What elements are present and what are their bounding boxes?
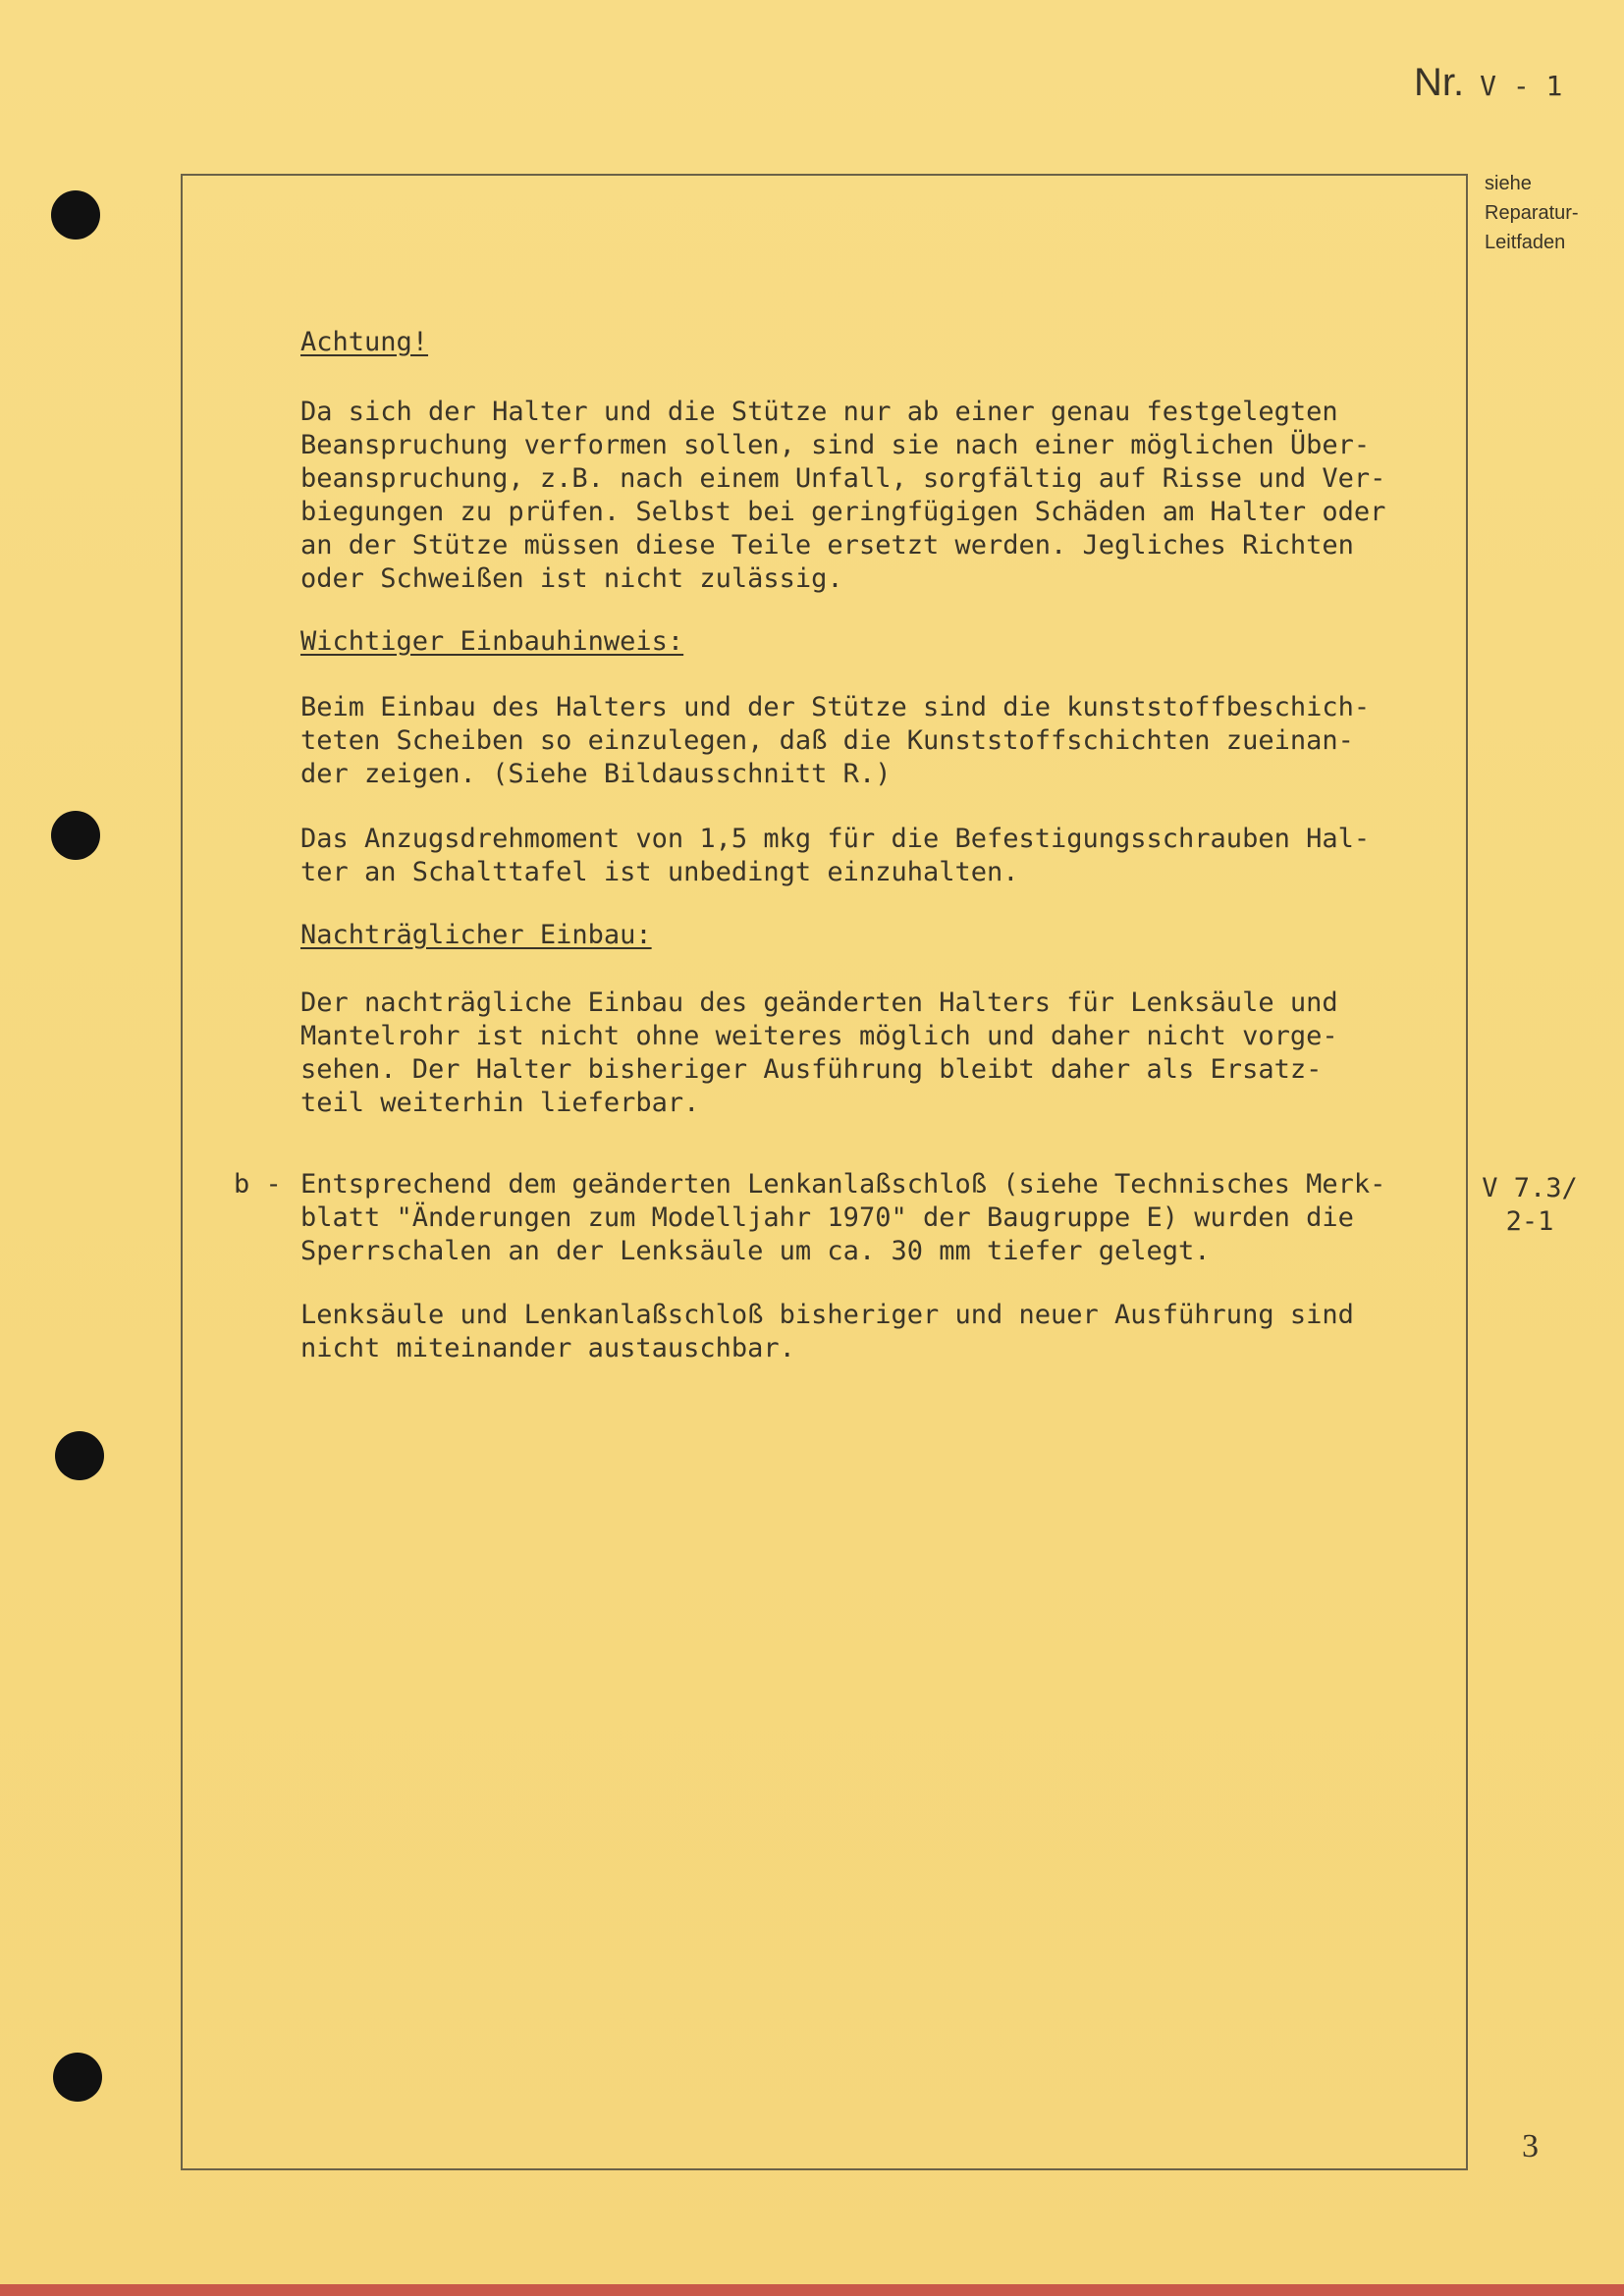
- text-line: Beim Einbau des Halters und der Stütze sind die kunststoffbeschich-: [300, 692, 1371, 722]
- text-line: Sperrschalen an der Lenksäule um ca. 30 mm tiefer gelegt.: [300, 1236, 1211, 1266]
- side-note-line: siehe: [1485, 173, 1532, 194]
- document-number: [1414, 61, 1562, 105]
- text-line: Da sich der Halter und die Stütze nur ab einer genau festgelegten: [300, 397, 1338, 427]
- paragraph-item-b: [300, 1168, 1385, 1268]
- side-note-reference: [1485, 169, 1579, 257]
- text-line: sehen. Der Halter bisheriger Ausführung bleibt daher als Ersatz-: [300, 1054, 1323, 1085]
- paragraph-nachtraeglich: [300, 987, 1338, 1120]
- text-line: teten Scheiben so einzulegen, daß die Kunststoffschichten zueinan-: [300, 725, 1354, 756]
- paragraph-item-b-2: [300, 1299, 1354, 1365]
- text-line: oder Schweißen ist nicht zulässig.: [300, 563, 843, 594]
- text-line: an der Stütze müssen diese Teile ersetzt werden. Jegliches Richten: [300, 530, 1354, 561]
- punch-hole-1: [51, 190, 100, 240]
- text-line: Der nachträgliche Einbau des geänderten Halters für Lenksäule und: [300, 988, 1338, 1018]
- text-line: ter an Schalttafel ist unbedingt einzuhalten.: [300, 857, 1019, 887]
- page-bottom-edge: [0, 2284, 1624, 2296]
- text-line: Entsprechend dem geänderten Lenkanlaßschloß (siehe Technisches Merk-: [300, 1169, 1386, 1200]
- punch-hole-2: [51, 811, 100, 860]
- heading-achtung: Achtung!: [300, 327, 429, 357]
- side-note-line: Leitfaden: [1485, 232, 1566, 253]
- paragraph-achtung: [300, 396, 1385, 596]
- side-note-line: Reparatur-: [1485, 202, 1579, 224]
- text-line: biegungen zu prüfen. Selbst bei geringfügigen Schäden am Halter oder: [300, 497, 1386, 527]
- text-line: Das Anzugsdrehmoment von 1,5 mkg für die Befestigungsschrauben Hal-: [300, 824, 1371, 854]
- text-line: Lenksäule und Lenkanlaßschloß bisheriger und neuer Ausführung sind: [300, 1300, 1354, 1330]
- text-line: Mantelrohr ist nicht ohne weiteres möglich und daher nicht vorge-: [300, 1021, 1338, 1051]
- side-ref-line: V 7.3/: [1482, 1173, 1578, 1203]
- heading-nachtraeglich: Nachträglicher Einbau:: [300, 920, 652, 950]
- side-reference-v73: [1481, 1172, 1579, 1239]
- side-ref-line: 2-1: [1505, 1206, 1554, 1237]
- text-line: nicht miteinander austauschbar.: [300, 1333, 795, 1363]
- text-line: teil weiterhin lieferbar.: [300, 1088, 700, 1118]
- punch-hole-4: [53, 2053, 102, 2102]
- item-b-marker: b -: [234, 1169, 282, 1200]
- text-line: der zeigen. (Siehe Bildausschnitt R.): [300, 759, 892, 789]
- paragraph-anzugsdrehmoment: [300, 823, 1370, 889]
- heading-einbauhinweis: Wichtiger Einbauhinweis:: [300, 626, 684, 657]
- nr-value: V - 1: [1480, 70, 1563, 102]
- text-line: beanspruchung, z.B. nach einem Unfall, sorgfältig auf Risse und Ver-: [300, 463, 1386, 494]
- text-line: blatt "Änderungen zum Modelljahr 1970" der Baugruppe E) wurden die: [300, 1202, 1354, 1233]
- nr-label: Nr.: [1414, 61, 1465, 104]
- page-number: 3: [1522, 2128, 1539, 2164]
- text-line: Beanspruchung verformen sollen, sind sie nach einer möglichen Über-: [300, 430, 1371, 460]
- punch-hole-3: [55, 1431, 104, 1480]
- paragraph-einbauhinweis: [300, 691, 1370, 791]
